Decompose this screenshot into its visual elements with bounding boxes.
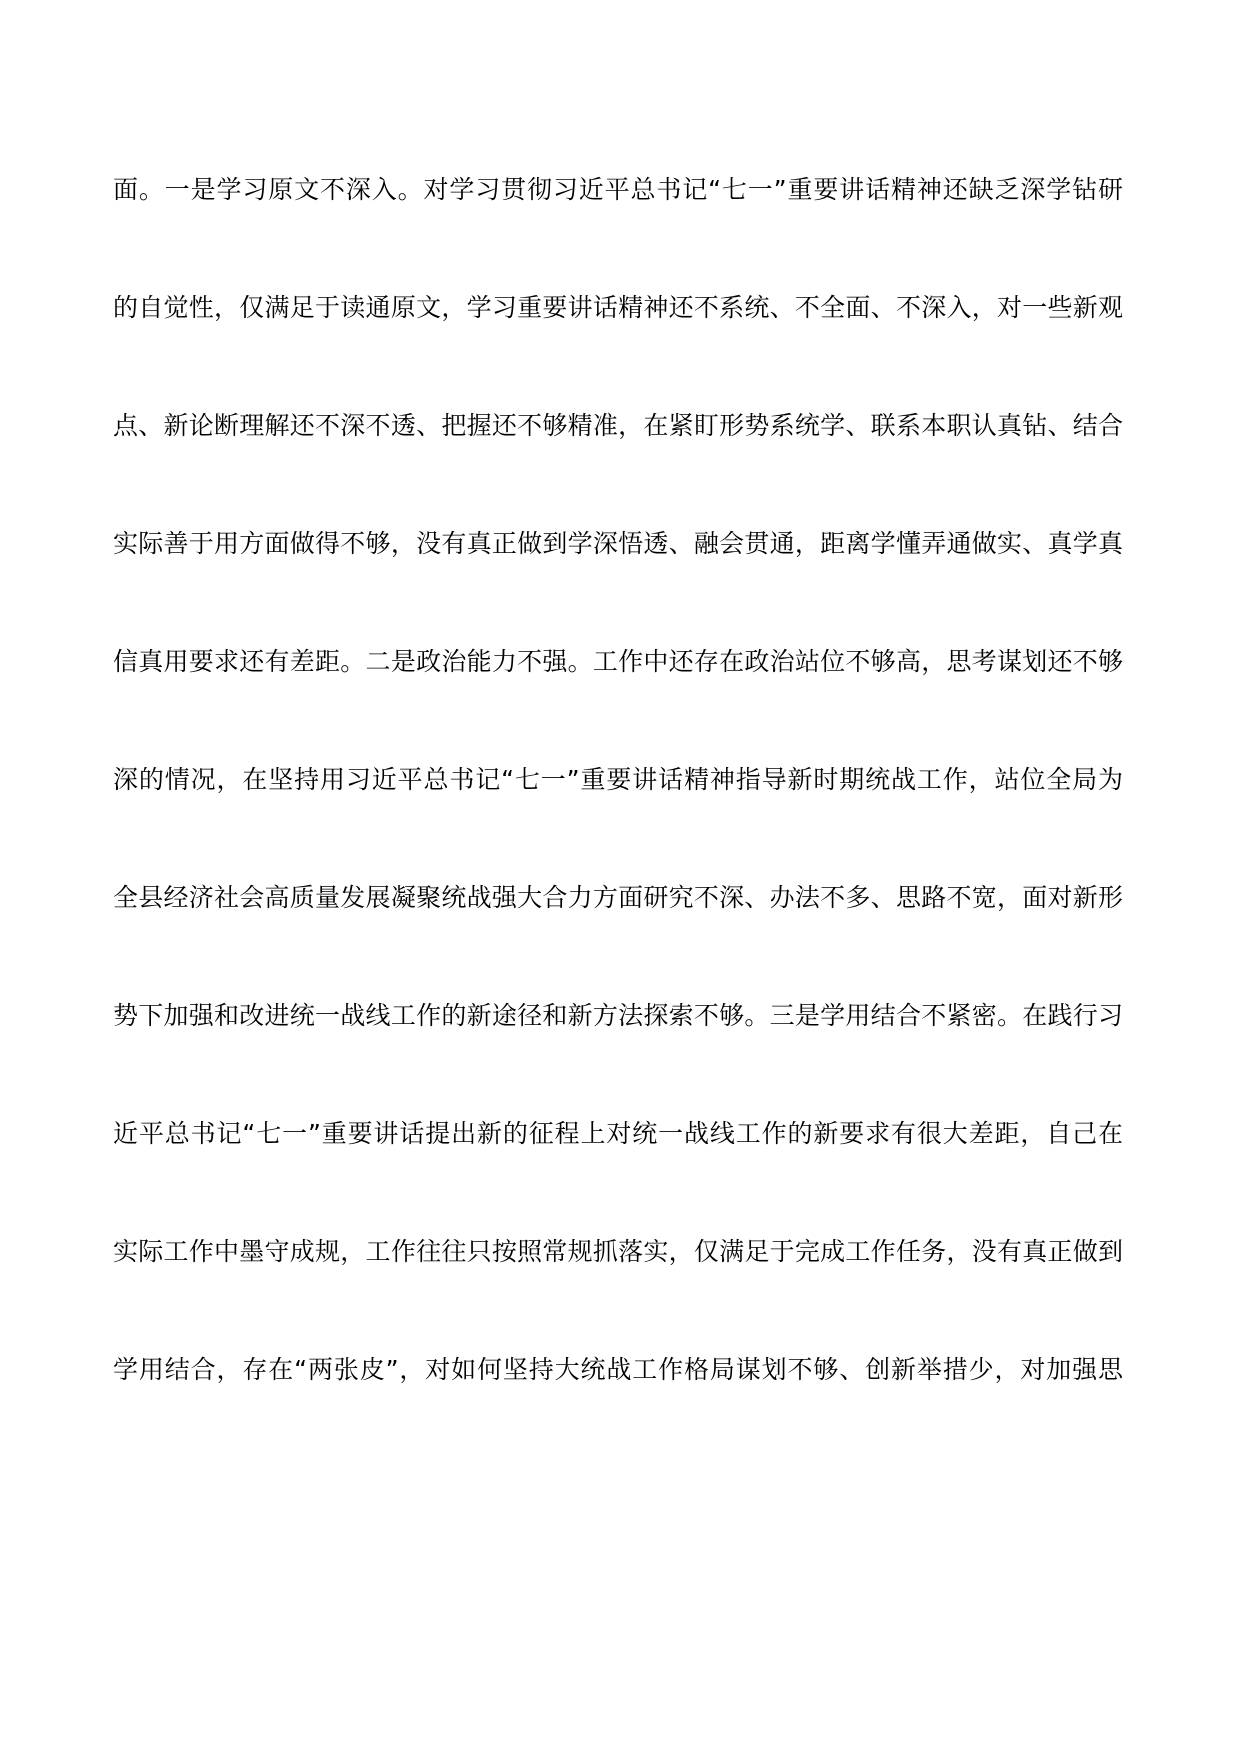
text-line: 的自觉性，仅满足于读通原文，学习重要讲话精神还不系统、不全面、不深入，对一些新观 — [113, 293, 1123, 322]
text-line: 深的情况，在坚持用习近平总书记“七一”重要讲话精神指导新时期统战工作，站位全局为 — [113, 765, 1123, 794]
text-line: 面。一是学习原文不深入。对学习贯彻习近平总书记“七一”重要讲话精神还缺乏深学钻研 — [113, 175, 1123, 204]
text-line: 全县经济社会高质量发展凝聚统战强大合力方面研究不深、办法不多、思路不宽，面对新形 — [113, 883, 1123, 912]
text-line: 实际工作中墨守成规，工作往往只按照常规抓落实，仅满足于完成工作任务，没有真正做到 — [113, 1237, 1123, 1266]
text-line: 近平总书记“七一”重要讲话提出新的征程上对统一战线工作的新要求有很大差距，自己在 — [113, 1119, 1123, 1148]
text-line: 点、新论断理解还不深不透、把握还不够精准，在紧盯形势系统学、联系本职认真钻、结合 — [113, 411, 1123, 440]
text-line: 势下加强和改进统一战线工作的新途径和新方法探索不够。三是学用结合不紧密。在践行习 — [113, 1001, 1123, 1030]
text-line: 信真用要求还有差距。二是政治能力不强。工作中还存在政治站位不够高，思考谋划还不够 — [113, 647, 1123, 676]
text-line: 实际善于用方面做得不够，没有真正做到学深悟透、融会贯通，距离学懂弄通做实、真学真 — [113, 529, 1123, 558]
text-line: 学用结合，存在“两张皮”，对如何坚持大统战工作格局谋划不够、创新举措少，对加强思 — [113, 1355, 1123, 1384]
